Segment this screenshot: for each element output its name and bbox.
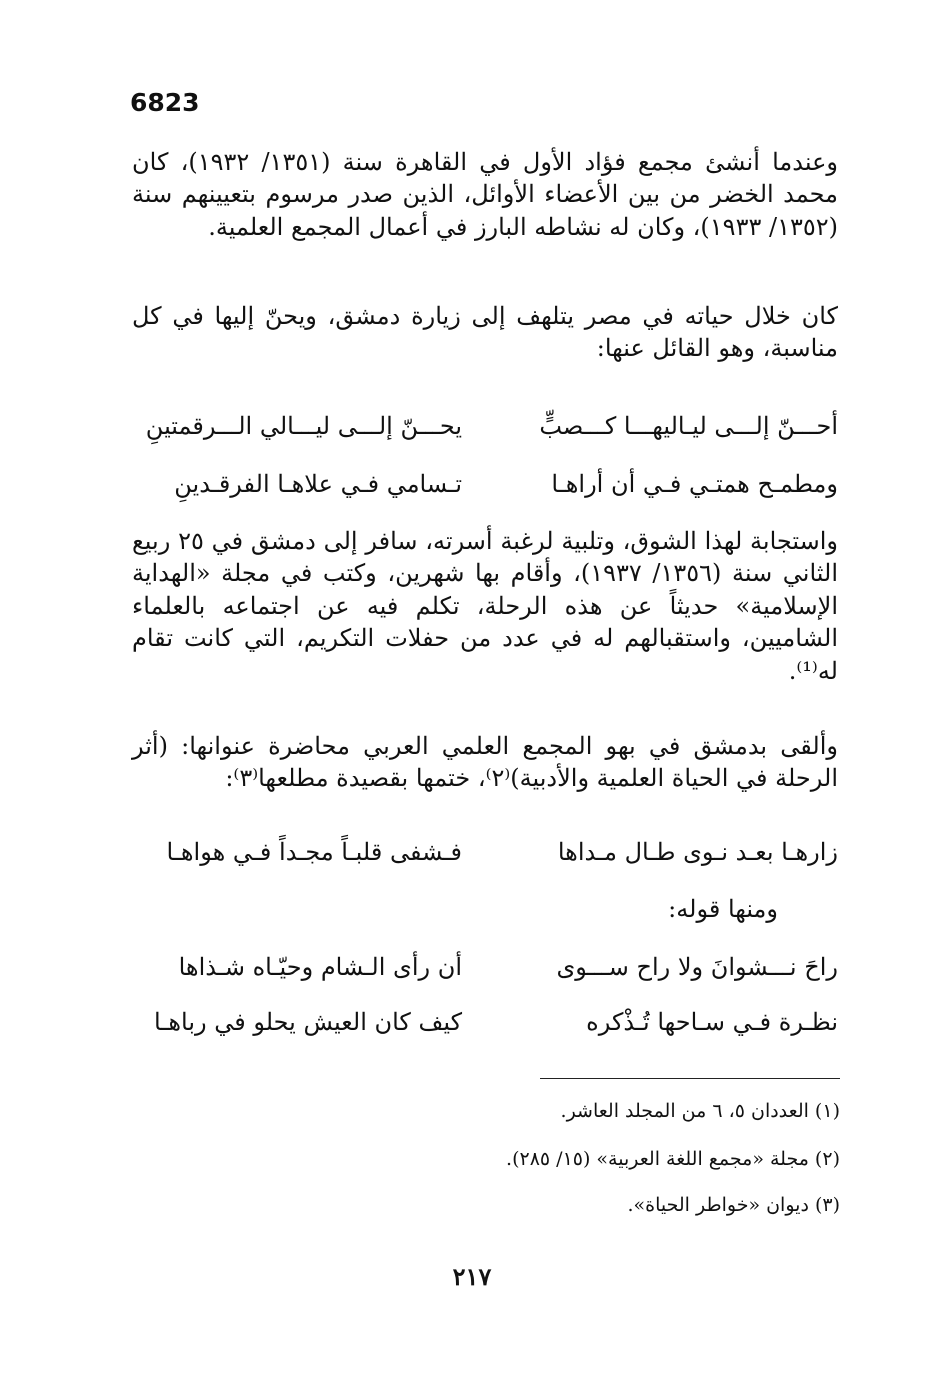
poem1-verse-1 [132,412,838,452]
footnote-1: (١) العددان ٥، ٦ من المجلد العاشر. [560,1100,840,1122]
hemistich-left: أن رأى الـشام وحيّـاه شـذاها [178,953,462,981]
hemistich-left: فـشفى قلبـاً مجـداً فـي هواهـا [166,838,462,866]
paragraph-4: وألقى بدمشق في بهو المجمع العلمي العربي محاضرة عنوانها: (أثر الرحلة في الحياة العلمية والأدبية)⁽٢⁾، ختمها بقصيدة مطلعها⁽٣⁾: [132,732,838,793]
hemistich-right: نظـرة فـي سـاحها تُـذْكره [586,1008,838,1036]
poem-intro: ومنها قوله: [668,895,778,923]
hemistich-right: أحـــنّ إلـــى ليـاليهـــا كـــصبٍّ [539,412,838,440]
hemistich-left: كيف كان العيش يحلو في رباهـا [154,1008,462,1036]
footnote-separator [540,1078,840,1079]
paragraph-3: واستجابة لهذا الشوق، وتلبية لرغبة أسرته، سافر إلى دمشق في ٢٥ ربيع الثاني سنة (١٣٥٦/ ١٩٣٧)، وأقام بها شهرين، وكتب في مجلة «الهداية الإسلامية» حديثاً عن هذه الرحلة، تكلم فيه عن اجتماعه بالعلماء الشاميين، واستقبالهم له في عدد من حفلات التكريم، التي كانت تقام له⁽¹⁾. [132,527,839,685]
hemistich-right: زارهـا بعـد نـوى طـال مـداها [557,838,838,866]
hemistich-right: راحَ نـــشوانَ ولا راح ســـوى [556,953,838,981]
page-number: ٢١٧ [452,1262,492,1291]
footnote-3: (٣) ديوان «خواطر الحياة». [627,1194,840,1216]
hemistich-right: ومطمـح همتـي فـي أن أراهـا [551,470,838,498]
paragraph-1: وعندما أنشئ مجمع فؤاد الأول في القاهرة سنة (١٣٥١/ ١٩٣٢)، كان محمد الخضر من بين الأعضاء الأوائل، الذين صدر مرسوم بتعيينهم سنة (١٣٥٢/ ١٩٣٣)، وكان له نشاطه البارز في أعمال المجمع العلمية. [132,148,839,241]
paragraph-2: كان خلال حياته في مصر يتلهف إلى زيارة دمشق، ويحنّ إليها في كل مناسبة، وهو القائل عنها: [132,302,838,363]
poem1-verse-2 [132,470,838,510]
footnote-2: (٢) مجلة «مجمع اللغة العربية» (١٥/ ٢٨٥). [506,1148,840,1170]
poem3-verse-2 [132,1008,838,1048]
poem3-verse-1 [132,953,838,993]
poem2-verse-1 [132,838,838,878]
top-page-id: 6823 [130,88,200,117]
hemistich-left: يحـــنّ إلـــى ليـــالي الـــرقمتينِ [145,412,462,440]
hemistich-left: تـسامي فـي علاهـا الفرقـدينِ [174,470,462,498]
